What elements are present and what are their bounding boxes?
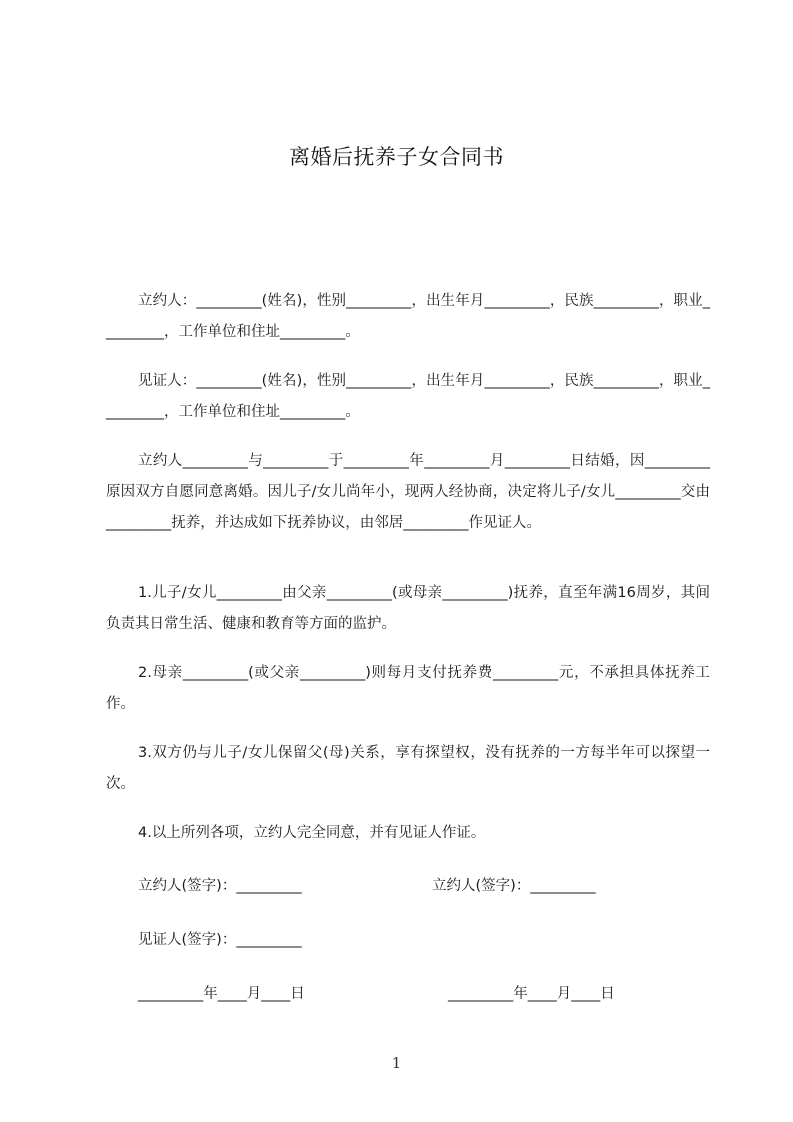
clause-2-paragraph: 2.母亲_________(或父亲_________)则每月支付抚养费_________元，不承担具体抚养工作。: [106, 665, 710, 712]
clause-1-paragraph: 1.儿子/女儿_________由父亲_________(或母亲_________)抚养，直至年满16周岁，其间负责其日常生活、健康和教育等方面的监护。: [106, 585, 710, 632]
party-b-signature-line: 立约人(签字)：_________: [432, 878, 596, 894]
date-line-left: _________年____月____日: [138, 986, 305, 1002]
date-line-right: _________年____月____日: [448, 986, 615, 1002]
document-title: 离婚后抚养子女合同书: [289, 145, 504, 169]
page-number: 1: [391, 1054, 402, 1072]
party-info-paragraph: 立约人：_________(姓名)，性别_________，出生年月_________，民族_________，职业_________，工作单位和住址_________。: [106, 293, 710, 340]
party-a-signature-line: 立约人(签字)：_________: [138, 878, 302, 894]
marriage-divorce-paragraph: 立约人_________与_________于_________年_________月_________日结婚，因_________原因双方自愿同意离婚。因儿子/女儿尚年小，现两人经协商，决定将儿子/女儿_________交由_________抚养，并达成如下抚养协议，由邻居_________作见证人。: [106, 453, 710, 531]
witness-info-paragraph: 见证人：_________(姓名)，性别_________，出生年月_________，民族_________，职业_________，工作单位和住址_________。: [106, 373, 710, 420]
clause-4-paragraph: 4.以上所列各项，立约人完全同意，并有见证人作证。: [138, 825, 486, 841]
witness-signature-line: 见证人(签字)：_________: [138, 932, 302, 948]
clause-3-paragraph: 3.双方仍与儿子/女儿保留父(母)关系，享有探望权，没有抚养的一方每半年可以探望一次。: [106, 745, 710, 792]
